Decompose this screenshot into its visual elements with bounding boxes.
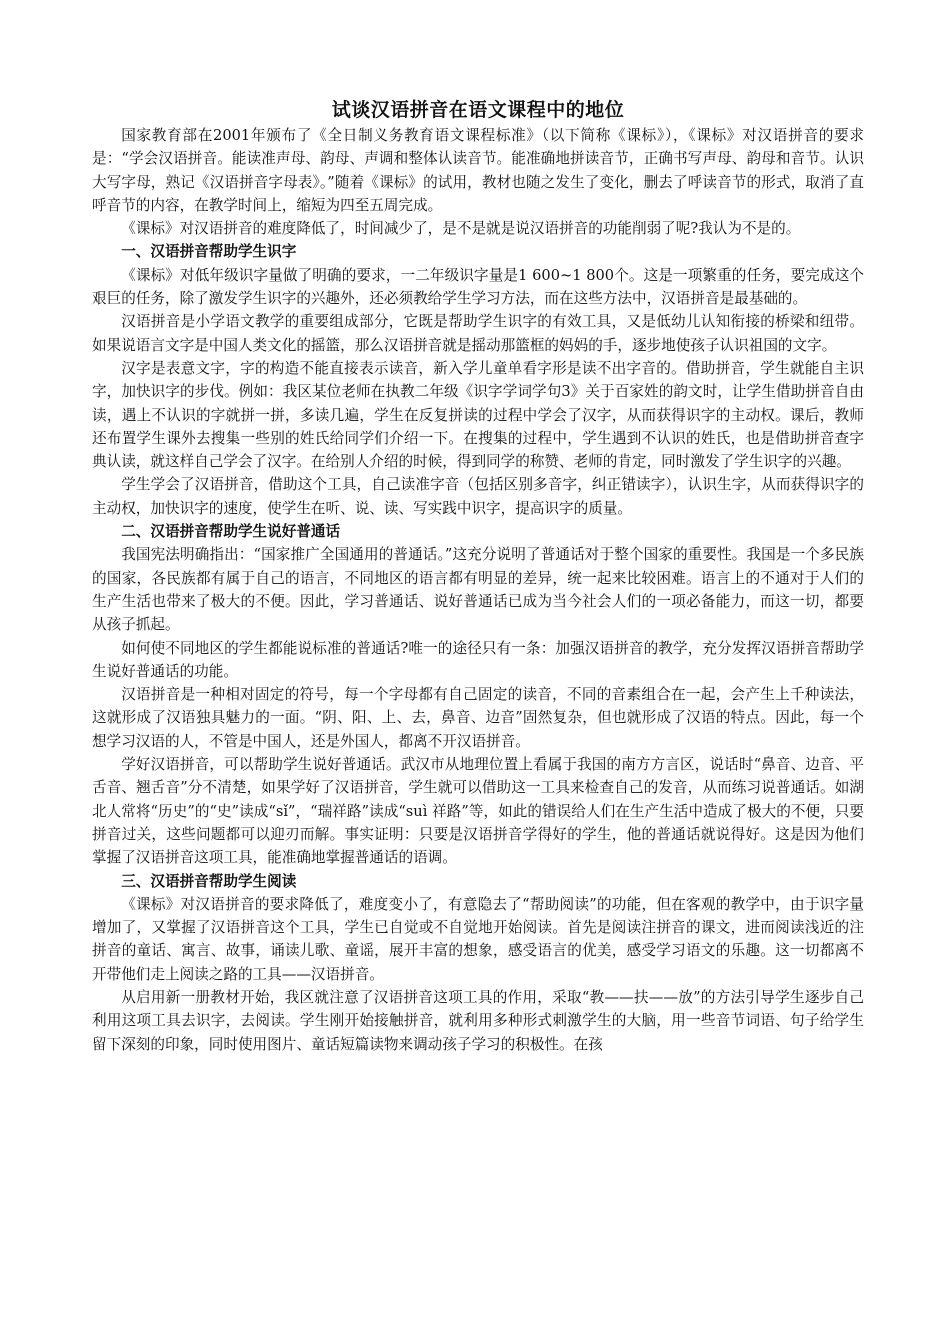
paragraph: 我国宪法明确指出：“国家推广全国通用的普通话。”这充分说明了普通话对于整个国家的重要性。我国是一个多民族的国家，各民族都有属于自己的语言，不同地区的语言都有明显的差异，统一起来比较困难。语言上的不通对于人们的生产生活也带来了极大的不便。因此，学习普通话、说好普通话已成为当今社会人们的一项必备能力，而这一切，都要从孩子抓起。 xyxy=(92,546,864,634)
section-heading: 三、汉语拼音帮助学生阅读 xyxy=(121,872,297,890)
paragraph: 汉字是表意文字，字的构造不能直接表示读音，新入学儿童单看字形是读不出字音的。借助拼音，学生就能自主识字，加快识字的步伐。例如：我区某位老师在执教二年级《识字学词学句3》关于百家姓的韵文时，让学生借助拼音自由读，遇上不认识的字就拼一拼，多读几遍，学生在反复拼读的过程中学会了汉字，从而获得识字的主动权。课后，教师还布置学生课外去搜集一些别的姓氏给同学们介绍一下。在搜集的过程中，学生遇到不认识的姓氏，也是借助拼音查字典认读，就这样自己学会了汉字。在给别人介绍的时候，得到同学的称赞、老师的肯定，同时激发了学生识字的兴趣。 xyxy=(92,359,864,471)
paragraph: 学生学会了汉语拼音，借助这个工具，自己读准字音（包括区别多音字，纠正错读字），认识生字，从而获得识字的主动权，加快识字的速度，使学生在听、说、读、写实践中识字，提高识字的质量。 xyxy=(92,476,864,517)
section-heading: 一、汉语拼音帮助学生识字 xyxy=(121,243,297,261)
paragraph: 国家教育部在2001年颁布了《全日制义务教育语文课程标准》（以下简称《课标》），《课标》对汉语拼音的要求是：“学会汉语拼音。能读准声母、韵母、声调和整体认读音节。能准确地拼读音节，正确书写声母、韵母和音节。认识大写字母，熟记《汉语拼音字母表》。”随着《课标》的试用，教材也随之发生了变化，删去了呼读音节的形式，取消了直呼音节的内容，在教学时间上，缩短为四至五周完成。 xyxy=(92,127,864,214)
document-body xyxy=(92,124,864,1056)
paragraph: 汉语拼音是小学语文教学的重要组成部分，它既是帮助学生识字的有效工具，又是低幼儿认知衔接的桥梁和纽带。如果说语言文字是中国人类文化的摇篮，那么汉语拼音就是摇动那篮框的妈妈的手，逐步地使孩子认识祖国的文字。 xyxy=(92,313,864,354)
section-heading: 二、汉语拼音帮助学生说好普通话 xyxy=(121,523,341,541)
paragraph: 学好汉语拼音，可以帮助学生说好普通话。武汉市从地理位置上看属于我国的南方方言区，说话时“鼻音、边音、平舌音、翘舌音”分不清楚，如果学好了汉语拼音，学生就可以借助这一工具来检查自己的发音，从而练习说普通话。如湖北人常将“历史”的“史”读成“sǐ”，“瑞祥路”读成“suì 祥路”等，如此的错误给人们在生产生活中造成了极大的不便，只要拼音过关，这些问题都可以迎刃而解。事实证明：只要是汉语拼音学得好的学生，他的普通话就说得好。这是因为他们掌握了汉语拼音这项工具，能准确地掌握普通话的语调。 xyxy=(92,756,864,867)
paragraph: 从启用新一册教材开始，我区就注意了汉语拼音这项工具的作用，采取“教——扶——放”的方法引导学生逐步自己利用这项工具去识字，去阅读。学生刚开始接触拼音，就利用多种形式刺激学生的大脑，用一些音节词语、句子给学生留下深刻的印象，同时使用图片、童话短篇读物来调动孩子学习的积极性。在孩 xyxy=(92,988,864,1053)
document-page xyxy=(92,96,864,1056)
paragraph: 《课标》对低年级识字量做了明确的要求，一二年级识字量是1 600~1 800个。这是一项繁重的任务，要完成这个艰巨的任务，除了激发学生识字的兴趣外，还必须教给学生学习方法，而在这些方法中，汉语拼音是最基础的。 xyxy=(92,266,864,308)
paragraph: 如何使不同地区的学生都能说标准的普通话?唯一的途径只有一条：加强汉语拼音的教学，充分发挥汉语拼音帮助学生说好普通话的功能。 xyxy=(92,639,864,680)
paragraph: 汉语拼音是一种相对固定的符号，每一个字母都有自己固定的读音，不同的音素组合在一起，会产生上千种读法，这就形成了汉语独具魅力的一面。“阴、阳、上、去，鼻音、边音”固然复杂，但也就形成了汉语的特点。因此，每一个想学习汉语的人，不管是中国人，还是外国人，都离不开汉语拼音。 xyxy=(92,686,864,750)
paragraph: 《课标》对汉语拼音的要求降低了，难度变小了，有意隐去了“帮助阅读”的功能，但在客观的教学中，由于识字量增加了，又掌握了汉语拼音这个工具，学生已自觉或不自觉地开始阅读。首先是阅读注拼音的课文，进而阅读浅近的注拼音的童话、寓言、故事，诵读儿歌、童谣，展开丰富的想象，感受语言的优美，感受学习语文的乐趣。这一切都离不开带他们走上阅读之路的工具——汉语拼音。 xyxy=(92,895,864,983)
document-title: 试谈汉语拼音在语文课程中的地位 xyxy=(331,99,625,121)
paragraph: 《课标》对汉语拼音的难度降低了，时间减少了，是不是就是说汉语拼音的功能削弱了呢?我认为不是的。 xyxy=(121,220,801,238)
